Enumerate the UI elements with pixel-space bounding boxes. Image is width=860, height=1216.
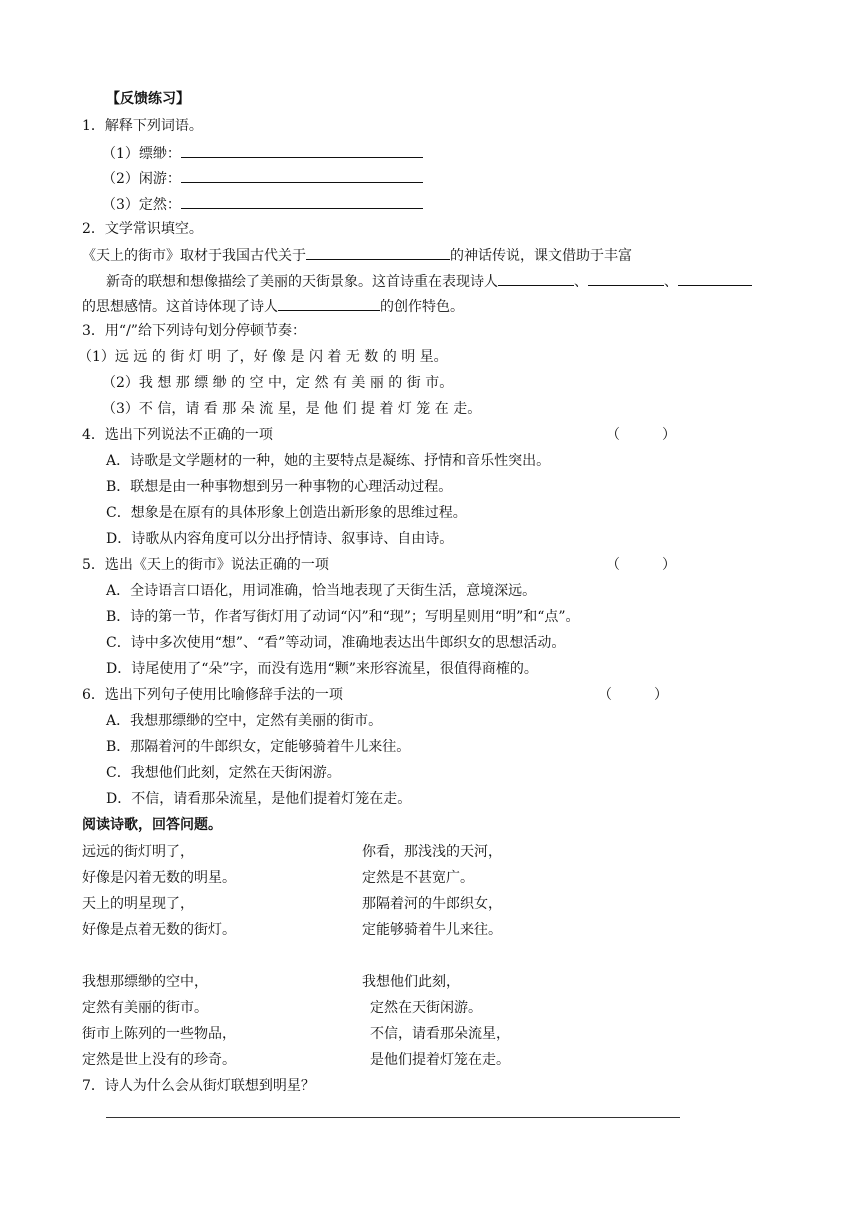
q2-blank-myth[interactable] (306, 245, 450, 260)
poem-line: 不信，请看那朵流星， (370, 1026, 510, 1042)
q1-answer-blank-2[interactable] (181, 168, 423, 183)
q5-option-a: A．全诗语言口语化，用词准确，恰当地表现了天街生活，意境深远。 (106, 583, 537, 599)
q2-blank-style[interactable] (278, 296, 380, 311)
q3-item-2: （2）我 想 那 缥 缈 的 空 中，定 然 有 美 丽 的 街 市。 (102, 375, 454, 391)
q2-line-1-text-b: 的神话传说，课文借助于丰富 (450, 248, 632, 264)
q2-line-2-text: 新奇的联想和想像描绘了美丽的天街景象。这首诗重在表现诗人 (106, 274, 498, 290)
q6-option-d: D．不信，请看那朵流星，是他们提着灯笼在走。 (106, 791, 412, 807)
poem-line: 好像是闪着无数的明星。 (82, 870, 236, 886)
q4-stem: 4．选出下列说法不正确的一项 (82, 427, 273, 443)
q1-item-2-label: （2）闲游： (102, 171, 181, 187)
q2-line-3-text-a: 的思想感情。这首诗体现了诗人 (82, 299, 278, 315)
q1-answer-blank-1[interactable] (181, 143, 423, 158)
q2-sep-1: 、 (574, 274, 588, 290)
q2-blank-feeling-1[interactable] (498, 271, 574, 286)
q3-item-3: （3）不 信，请 看 那 朵 流 星，是 他 们 提 着 灯 笼 在 走。 (102, 401, 482, 417)
q4-option-b: B．联想是由一种事物想到另一种事物的心理活动过程。 (106, 479, 453, 495)
q2-line-1 (82, 245, 632, 265)
q6-option-b: B．那隔着河的牛郎织女，定能够骑着牛儿来往。 (106, 739, 411, 755)
q7-stem: 7．诗人为什么会从街灯联想到明星？ (82, 1078, 315, 1094)
q3-item-1: （1）远 远 的 街 灯 明 了，好 像 是 闪 着 无 数 的 明 星。 (78, 349, 448, 365)
q6-option-c: C．我想他们此刻，定然在天街闲游。 (106, 765, 341, 781)
poem-line: 定然是不甚宽广。 (362, 870, 474, 886)
q2-blank-feeling-2[interactable] (588, 271, 664, 286)
q1-item-1 (102, 143, 423, 163)
q2-line-1-text-a: 《天上的街市》取材于我国古代关于 (82, 248, 306, 264)
poem-line: 定然有美丽的街市。 (82, 1000, 208, 1016)
poem-line: 街市上陈列的一些物品， (82, 1026, 236, 1042)
q1-item-1-label: （1）缥缈： (102, 146, 181, 162)
poem-line: 天上的明星现了， (82, 896, 194, 912)
q2-line-3-text-b: 的创作特色。 (380, 299, 464, 315)
q4-option-c: C．想象是在原有的具体形象上创造出新形象的思维过程。 (106, 505, 467, 521)
poem-line: 是他们提着灯笼在走。 (370, 1052, 510, 1068)
poem-line: 好像是点着无数的街灯。 (82, 922, 236, 938)
q3-stem: 3．用“/”给下列诗句划分停顿节奏： (82, 323, 306, 339)
q4-option-a: A．诗歌是文学题材的一种，她的主要特点是凝练、抒情和音乐性突出。 (106, 453, 551, 469)
q6-option-a: A．我想那缥缈的空中，定然有美丽的街市。 (106, 713, 383, 729)
reading-heading: 阅读诗歌，回答问题。 (82, 817, 222, 833)
q1-item-2 (102, 168, 423, 188)
poem-line: 我想他们此刻， (362, 974, 460, 990)
poem-line: 定然在天街闲游。 (370, 1000, 482, 1016)
q5-option-d: D．诗尾使用了“朵”字，而没有选用“颗”来形容流星，很值得商榷的。 (106, 661, 538, 677)
poem-line: 定能够骑着牛儿来往。 (362, 922, 502, 938)
q7-answer-line[interactable] (106, 1117, 680, 1118)
q2-sep-2: 、 (664, 274, 678, 290)
q4-option-d: D．诗歌从内容角度可以分出抒情诗、叙事诗、自由诗。 (106, 531, 454, 547)
q2-stem: 2．文学常识填空。 (82, 221, 203, 237)
poem-line: 定然是世上没有的珍奇。 (82, 1052, 236, 1068)
q2-blank-feeling-3[interactable] (678, 271, 752, 286)
q6-answer-paren[interactable]: （ ） (598, 687, 668, 703)
poem-line: 远远的街灯明了， (82, 844, 194, 860)
q5-stem: 5．选出《天上的街市》说法正确的一项 (82, 557, 329, 573)
q5-answer-paren[interactable]: （ ） (606, 557, 676, 573)
section-title: 【反馈练习】 (106, 91, 190, 107)
poem-line: 我想那缥缈的空中， (82, 974, 208, 990)
q5-option-b: B．诗的第一节，作者写街灯用了动词“闪”和“现”；写明星则用“明”和“点”。 (106, 609, 580, 625)
q2-line-2 (106, 271, 752, 291)
q1-item-3 (102, 194, 423, 214)
q5-option-c: C．诗中多次使用“想”、“看”等动词，准确地表达出牛郎织女的思想活动。 (106, 635, 566, 651)
poem-line: 你看，那浅浅的天河， (362, 844, 502, 860)
q6-stem: 6．选出下列句子使用比喻修辞手法的一项 (82, 687, 343, 703)
q1-answer-blank-3[interactable] (181, 194, 423, 209)
q4-answer-paren[interactable]: （ ） (606, 427, 676, 443)
q1-stem: 1．解释下列词语。 (82, 118, 203, 134)
q1-item-3-label: （3）定然： (102, 197, 181, 213)
poem-line: 那隔着河的牛郎织女， (362, 896, 502, 912)
q2-line-3 (82, 296, 464, 316)
